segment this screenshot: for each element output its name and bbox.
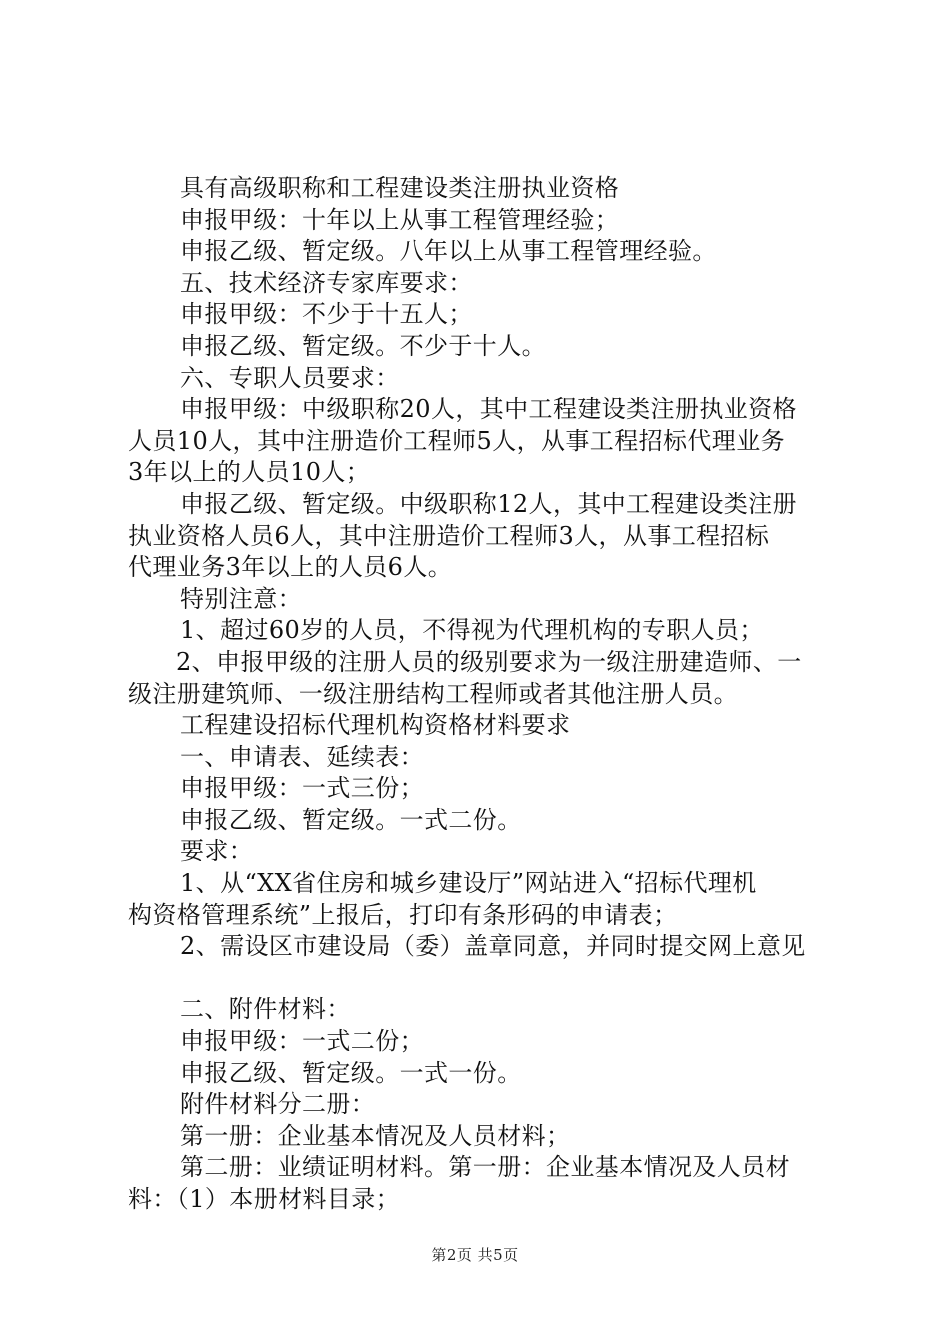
document-body bbox=[128, 173, 828, 1216]
section-heading: 工程建设招标代理机构资格材料要求 bbox=[180, 711, 571, 740]
text-line: 申报乙级、暂定级。一式二份。 bbox=[180, 805, 522, 834]
section-heading: 二、附件材料： bbox=[180, 995, 351, 1024]
text-line: 申报乙级、暂定级。一式一份。 bbox=[180, 1058, 522, 1087]
text-line: 料：（1）本册材料目录； bbox=[128, 1185, 401, 1213]
section-heading: 特别注意： bbox=[180, 584, 302, 613]
text-line: 申报甲级：不少于十五人； bbox=[180, 300, 473, 329]
text-line: 申报甲级：一式二份； bbox=[180, 1027, 424, 1056]
section-heading: 五、技术经济专家库要求： bbox=[180, 268, 473, 297]
text-line: 2、需设区市建设局（委）盖章同意，并同时提交网上意见 bbox=[180, 932, 806, 961]
text-line: 附件材料分二册： bbox=[180, 1090, 376, 1119]
page-indicator: 第2页 共5页 bbox=[431, 1246, 519, 1264]
section-heading: 一、申请表、延续表： bbox=[180, 742, 424, 771]
text-line: 1、超过60岁的人员，不得视为代理机构的专职人员； bbox=[180, 616, 764, 645]
text-line: 申报甲级：中级职称20人，其中工程建设类注册执业资格 bbox=[180, 395, 797, 424]
text-line: 1、从“XX省住房和城乡建设厅”网站进入“招标代理机 bbox=[180, 869, 757, 898]
text-line: 执业资格人员6人，其中注册造价工程师3人，从事工程招标 bbox=[128, 521, 770, 550]
section-heading: 要求： bbox=[180, 837, 254, 866]
text-line: 申报甲级：十年以上从事工程管理经验； bbox=[180, 205, 620, 234]
text-line: 申报乙级、暂定级。八年以上从事工程管理经验。 bbox=[180, 237, 717, 266]
text-line: 第二册：业绩证明材料。第一册：企业基本情况及人员材 bbox=[180, 1153, 790, 1182]
text-line: 人员10人，其中注册造价工程师5人，从事工程招标代理业务 bbox=[128, 426, 786, 455]
text-line: 级注册建筑师、一级注册结构工程师或者其他注册人员。 bbox=[128, 679, 738, 708]
text-line: 申报乙级、暂定级。不少于十人。 bbox=[180, 331, 546, 360]
text-line: 第一册：企业基本情况及人员材料； bbox=[180, 1121, 571, 1150]
text-line: 2、申报甲级的注册人员的级别要求为一级注册建造师、一 bbox=[176, 647, 802, 676]
blank-line bbox=[128, 963, 828, 995]
text-line: 代理业务3年以上的人员6人。 bbox=[128, 553, 453, 582]
text-line: 申报甲级：一式三份； bbox=[180, 774, 424, 803]
section-heading: 六、专职人员要求： bbox=[180, 363, 400, 392]
text-line: 具有高级职称和工程建设类注册执业资格 bbox=[180, 174, 620, 202]
text-line: 构资格管理系统”上报后，打印有条形码的申请表； bbox=[128, 900, 678, 929]
text-line: 申报乙级、暂定级。中级职称12人，其中工程建设类注册 bbox=[180, 489, 797, 518]
text-line: 3年以上的人员10人； bbox=[128, 458, 371, 487]
